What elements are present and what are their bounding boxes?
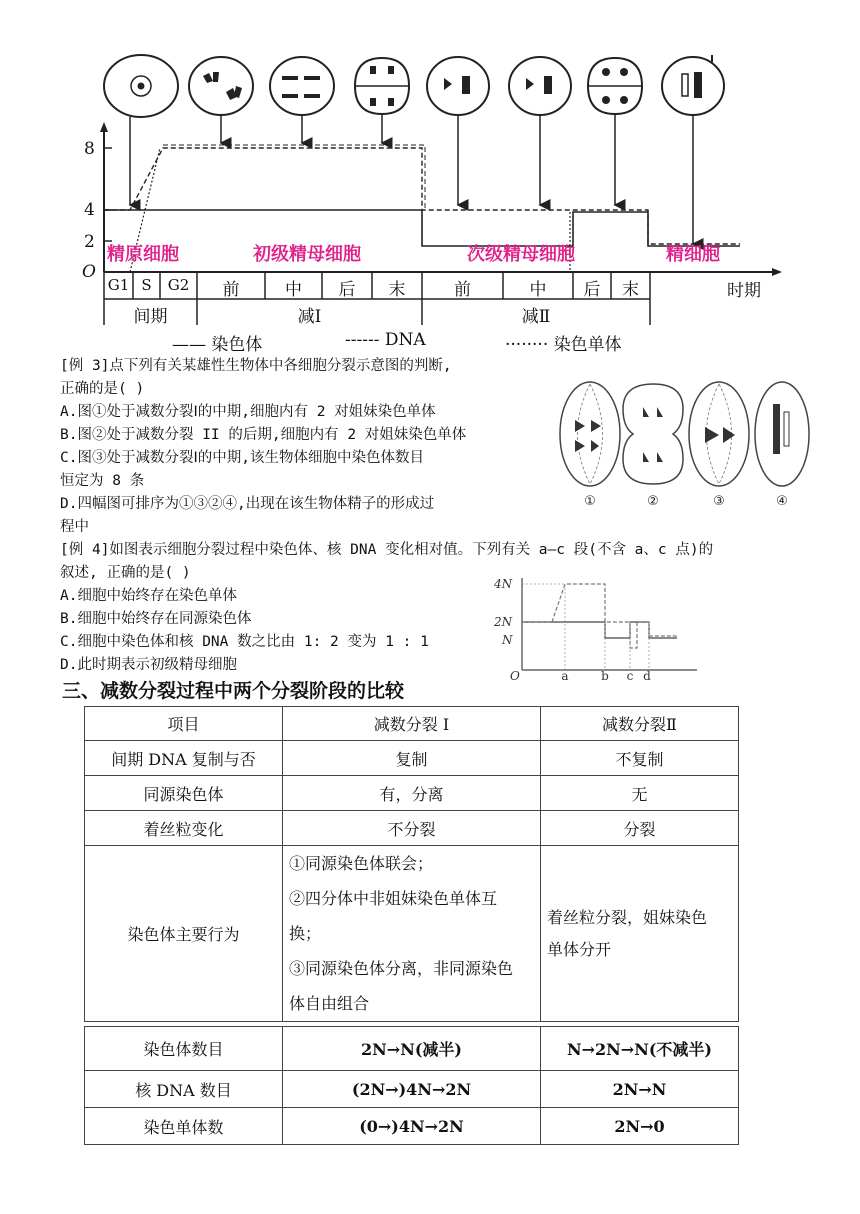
table-header: 项目 (85, 707, 283, 741)
behavior-line: ①同源染色体联会； (289, 854, 434, 873)
stage-label-primary-spermatocyte: 初级精母细胞 (253, 244, 361, 265)
phase-metaphase-2: 中 (529, 280, 547, 300)
cell-5 (427, 57, 489, 115)
example3-text (60, 355, 466, 539)
figure-label-4: ④ (776, 494, 788, 509)
comparison-table-1 (84, 706, 739, 1022)
table-row (85, 741, 739, 776)
phase-prophase-2: 前 (454, 280, 471, 300)
cell-4 (355, 58, 409, 114)
table-row-behavior (85, 846, 739, 1022)
table-cell: 不复制 (541, 741, 739, 776)
table-cell-behavior-mii (541, 846, 739, 1022)
example3-figure (545, 372, 825, 517)
example4-x-b: b (601, 669, 609, 682)
table-cell: 核 DNA 数目 (85, 1071, 283, 1108)
x-axis-label: 时期 (727, 281, 761, 301)
cell-2 (189, 57, 253, 115)
stage-label-spermatogonium: 精原细胞 (107, 244, 179, 265)
section3-title: 三、减数分裂过程中两个分裂阶段的比较 (62, 680, 405, 702)
phase-anaphase-1: 后 (338, 280, 356, 300)
example4-origin: O (510, 669, 520, 682)
phase-telophase-2: 末 (622, 280, 639, 300)
behavior-line: 单体分开 (547, 939, 612, 959)
phase-prophase-1: 前 (222, 280, 240, 300)
table-cell: 染色单体数 (85, 1108, 283, 1145)
behavior-line: 体自由组合 (289, 994, 370, 1013)
table-cell: (0→)4N→2N (283, 1108, 541, 1145)
behavior-line: 着丝粒分裂，姐妹染色 (547, 907, 708, 927)
comparison-table-2 (84, 1026, 739, 1145)
figure-label-3: ③ (713, 494, 725, 509)
example4-y-n: N (502, 633, 513, 647)
figure-number-labels (584, 494, 788, 509)
table-cell: 不分裂 (283, 811, 541, 846)
table-cell: 复制 (283, 741, 541, 776)
behavior-line: ②四分体中非姐妹染色单体互 (289, 889, 498, 908)
phase-telophase-1: 末 (388, 280, 406, 300)
figure-label-2: ② (647, 494, 659, 509)
table-row (85, 1071, 739, 1108)
behavior-line: 换； (289, 924, 322, 943)
cell-1 (104, 55, 178, 117)
origin-label: O (82, 262, 96, 282)
example4-option-d: D.此时期表示初级精母细胞 (60, 657, 237, 673)
legend-chromatid: ········ 染色单体 (505, 335, 622, 355)
table-cell: 着丝粒变化 (85, 811, 283, 846)
example3-line: [例 3]点下列有关某雄性生物体中各细胞分裂示意图的判断, (60, 358, 452, 374)
example4-line: [例 4]如图表示细胞分裂过程中染色体、核 DNA 变化相对值。下列有关 a—c 段(不含 a、c 点)的 (60, 542, 714, 558)
example4-x-c: c (626, 669, 634, 682)
phase-g2: G2 (167, 276, 190, 294)
example3-option-a: A.图①处于减数分裂Ⅰ的中期,细胞内有 2 对姐妹染色单体 (60, 404, 436, 420)
cell-8 (662, 57, 724, 115)
phase-g1: G1 (107, 276, 130, 294)
chromosome-line (104, 210, 740, 246)
table-header: 减数分裂Ⅱ (541, 707, 739, 741)
table-row (85, 776, 739, 811)
table-cell-behavior-mi (283, 846, 541, 1022)
example4-x-d: d (643, 669, 651, 682)
example4-x-a: a (561, 669, 569, 682)
example4-option-a: A.细胞中始终存在染色单体 (60, 588, 237, 604)
example3-option-c: C.图③处于减数分裂Ⅰ的中期,该生物体细胞中染色体数目 (60, 450, 424, 466)
example3-line: 程中 (60, 519, 89, 535)
example3-line: 恒定为 8 条 (60, 473, 145, 489)
stage-label-spermatid: 精细胞 (666, 244, 720, 265)
table-cell: 2N→N(减半) (283, 1027, 541, 1071)
table-row (85, 811, 739, 846)
example4-option-c: C.细胞中染色体和核 DNA 数之比由 1: 2 变为 1 : 1 (60, 634, 429, 650)
period-meiosis-1: 减Ⅰ (297, 307, 322, 327)
cell-3 (270, 57, 334, 115)
figure-label-1: ① (584, 494, 596, 509)
table-cell: 2N→0 (541, 1108, 739, 1145)
example3-option-d: D.四幅图可排序为①③②④,出现在该生物体精子的形成过 (60, 496, 435, 512)
example4-y-4n: 4N (494, 577, 513, 591)
cell-7 (588, 58, 642, 114)
phase-metaphase-1: 中 (285, 280, 302, 300)
table-row (85, 1108, 739, 1145)
phase-s: S (141, 276, 152, 294)
table-cell: 同源染色体 (85, 776, 283, 811)
period-meiosis-2: 减Ⅱ (521, 307, 551, 327)
stage-arrows (130, 114, 693, 244)
behavior-line: ③同源染色体分离，非同源染色 (289, 959, 514, 978)
table-cell: 有，分离 (283, 776, 541, 811)
table-cell: 间期 DNA 复制与否 (85, 741, 283, 776)
example4-line: 叙述, 正确的是( ) (60, 565, 191, 581)
table-header: 减数分裂 I (283, 707, 541, 741)
table-header-row (85, 707, 739, 741)
y-tick-4: 4 (84, 200, 95, 220)
stage-label-secondary-spermatocyte: 次级精母细胞 (467, 244, 575, 265)
table-cell: (2N→)4N→2N (283, 1071, 541, 1108)
legend-dna: ------ DNA (345, 330, 426, 350)
table-cell: 无 (541, 776, 739, 811)
example3-option-b: B.图②处于减数分裂 II 的后期,细胞内有 2 对姐妹染色单体 (60, 427, 467, 443)
table-cell: 分裂 (541, 811, 739, 846)
y-tick-8: 8 (84, 139, 95, 159)
table-row (85, 1027, 739, 1071)
table-cell: 染色体数目 (85, 1027, 283, 1071)
period-interphase: 间期 (133, 307, 168, 327)
y-tick-2: 2 (84, 232, 95, 252)
legend-chromosome: —— 染色体 (172, 335, 263, 355)
table-cell: N→2N→N(不减半) (541, 1027, 739, 1071)
table-cell: 染色体主要行为 (85, 846, 283, 1022)
cell-6 (509, 57, 571, 115)
example4-option-b: B.细胞中始终存在同源染色体 (60, 611, 252, 627)
phase-anaphase-2: 后 (583, 280, 601, 300)
table-cell: 2N→N (541, 1071, 739, 1108)
example4-chart (492, 572, 707, 682)
example3-line: 正确的是( ) (60, 381, 145, 397)
example4-y-2n: 2N (494, 615, 513, 629)
